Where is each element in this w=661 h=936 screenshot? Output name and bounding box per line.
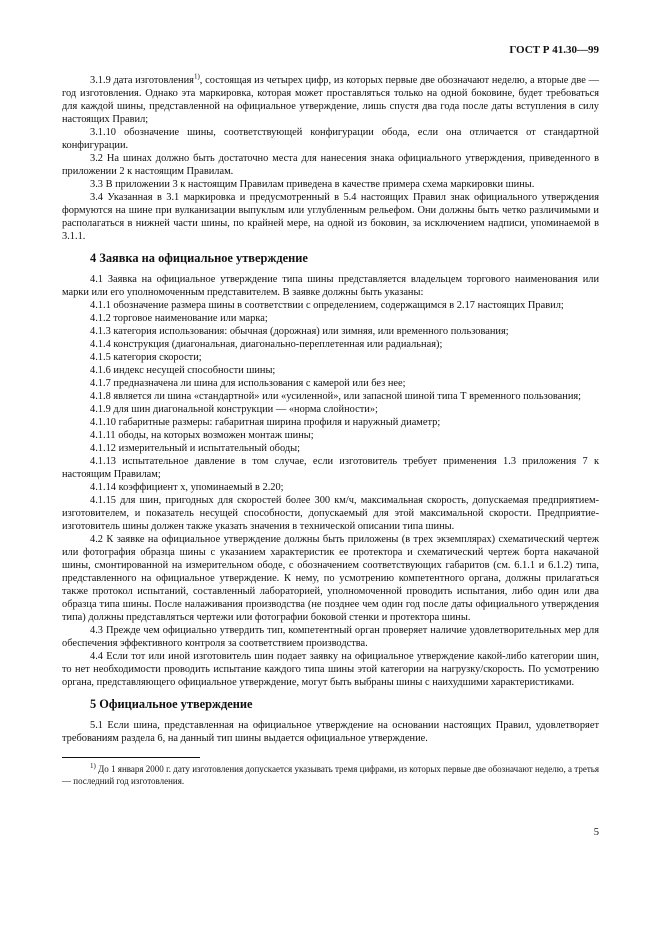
section-4-body: [62, 273, 599, 689]
section-5-heading: 5 Официальное утверждение: [90, 697, 253, 711]
paragraph-3-3: 3.3 В приложении 3 к настоящим Правилам приведена в качестве примера схема маркировки шины.: [90, 179, 535, 190]
paragraph: 4.1.12 измерительный и испытательный ободы;: [90, 443, 301, 454]
footnote-text: До 1 января 2000 г. дату изготовления допускается указывать тремя цифрами, из которых первые две обозначают неделю, а третья — последний год изготовления.: [62, 764, 599, 786]
footnote-anchor-text: дата изготовления$^{1)}$,: [113, 72, 206, 86]
paragraph: 4.1.1 обозначение размера шины в соответствии с определением, содержащимся в 2.17 настоящих Правил;: [90, 300, 564, 311]
paragraph-text: состоящая из четырех цифр, из которых первые две обозначают неделю, а вторые две — год изготовления. Однако эта маркировка, которая может проставляться только на одной боковине, будет требоваться для каждой шины, представленной на официальное утверждение, лишь спустя два года после даты вступления в силу настоящих Правил;: [62, 75, 599, 125]
paragraph: 4.1.15 для шин, пригодных для скоростей более 300 км/ч, максимальная скорость, допускаемая предприятием-изготовителем, и показатель несущей способности, допускаемый для этой максимальной скорости. Предприятие-изготовитель шины должен также указать значения в технической описании типа шины.: [62, 495, 599, 532]
paragraph: 4.4 Если тот или иной изготовитель шин подает заявку на официальное утверждение какой-либо категории шин, то нет необходимости проводить испытание каждого типа шины этой категории на нагрузку/скорость. По усмотрению органа, представляющего официальное утверждение, могут быть выбраны шины с наихудшими характеристиками.: [62, 651, 599, 688]
standard-header: ГОСТ Р 41.30—99: [509, 44, 599, 56]
paragraph-3-4: 3.4 Указанная в 3.1 маркировка и предусмотренный в 5.4 настоящих Правил знак официального утверждения формуются на шине при вулканизации выпуклым или углубленным рельефом. Они должны быть четко различимыми и располагаться в нижней части шины, по крайней мере, на одной из боковин, за исключением надписи, упоминаемой в 3.1.1.: [62, 192, 599, 242]
footnote-mark: 1): [90, 762, 96, 770]
paragraph: 4.1.7 предназначена ли шина для использования с камерой или без нее;: [90, 378, 406, 389]
paragraph: 4.1.8 является ли шина «стандартной» или «усиленной», или запасной шиной типа Т временного пользования;: [90, 391, 582, 402]
section-5-body: [62, 719, 599, 745]
footnote: [62, 763, 599, 787]
paragraph: 4.1.10 габаритные размеры: габаритная ширина профиля и наружный диаметр;: [90, 417, 441, 428]
paragraph-3-1-10: 3.1.10 обозначение шины, соответствующей конфигурации обода, если она отличается от стандартной конфигурации.: [62, 127, 599, 151]
paragraph: 4.2 К заявке на официальное утверждение должны быть приложены (в трех экземплярах) схематический чертеж или фотография образца шины с указанием характеристик ее протектора и схематический чертеж борта накачаной шины, смонтированной на измерительном ободе, с обозначением соответствующих габаритов (см. 6.1.1 и 6.1.2) типа, представленного на официальное утверждение. К нему, по усмотрению компетентного органа, должны прилагаться также протокол испытаний, составленный лабораторией, уполномоченной проводить испытания, либо один или два образца типа шины. После налаживания производства (не позднее чем один год после даты официального утверждения типа) должны представляться чертежи или фотографии боковой стенки и протектора шины.: [62, 534, 599, 623]
paragraph: 4.1.14 коэффициент x, упоминаемый в 2.20;: [90, 482, 284, 493]
footnote-reference: 1): [193, 72, 200, 81]
paragraph: 4.1.4 конструкция (диагональная, диагонально-переплетенная или радиальная);: [90, 339, 443, 350]
paragraph: 4.1 Заявка на официальное утверждение типа шины представляется владельцем торгового наименования или марки или его уполномоченным представителем. В заявке должны быть указаны:: [62, 274, 599, 298]
paragraph: 4.1.11 ободы, на которых возможен монтаж шины;: [90, 430, 314, 441]
paragraph: 4.1.3 категория использования: обычная (дорожная) или зимняя, или временного пользования;: [90, 326, 509, 337]
paragraph: 4.1.5 категория скорости;: [90, 352, 202, 363]
paragraph-number: 3.1.9: [90, 75, 111, 86]
footnote-divider: [62, 757, 200, 758]
paragraph: 4.1.2 торговое наименование или марка;: [90, 313, 268, 324]
paragraph: 4.1.13 испытательное давление в том случае, если изготовитель требует применения 1.3 приложения 7 к настоящим Правилам;: [62, 456, 599, 480]
paragraph-3-1-9: [62, 74, 599, 126]
paragraph: 4.1.9 для шин диагональной конструкции — «норма слойности»;: [90, 404, 378, 415]
paragraph-3-2: 3.2 На шинах должно быть достаточно места для нанесения знака официального утверждения, приведенного в приложении 2 к настоящим Правилам.: [62, 153, 599, 177]
page-number: 5: [593, 827, 599, 838]
page-content: [62, 74, 599, 787]
paragraph: 5.1 Если шина, представленная на официальное утверждение на основании настоящих Правил, удовлетворяет требованиям раздела 6, на данный тип шины выдается официальное утверждение.: [62, 720, 599, 744]
paragraph: 4.3 Прежде чем официально утвердить тип, компетентный орган проверяет наличие удовлетворительных мер для обеспечения эффективного контроля за соответствием производства.: [62, 625, 599, 649]
paragraph: 4.1.6 индекс несущей способности шины;: [90, 365, 276, 376]
section-4-heading: 4 Заявка на официальное утверждение: [90, 251, 308, 265]
